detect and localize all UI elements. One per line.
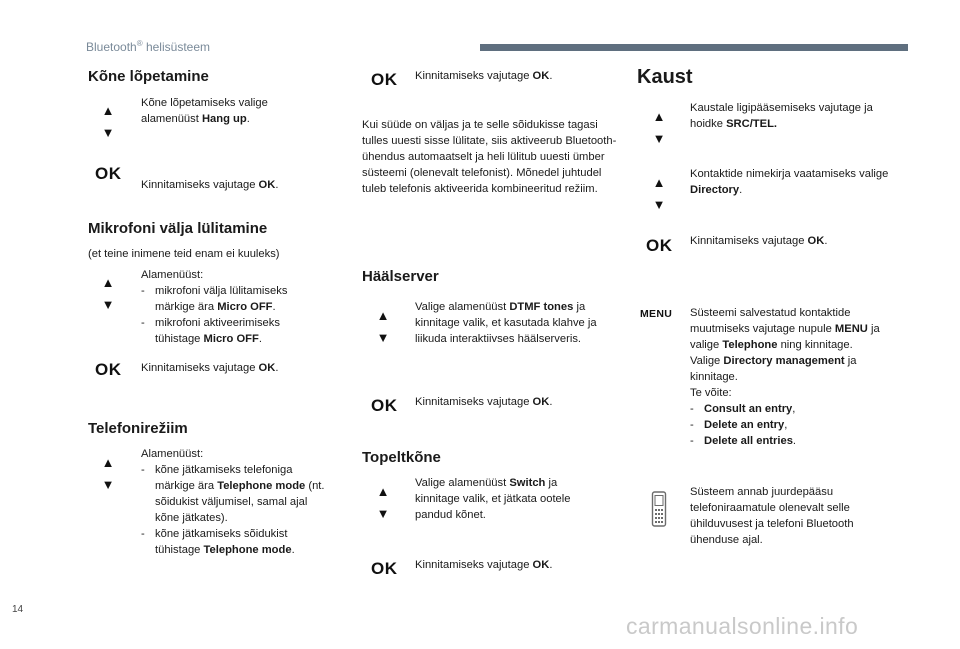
- confirm-text: Kinnitamiseks vajutage OK.: [690, 235, 828, 247]
- down-arrow-icon: ▼: [376, 506, 390, 521]
- page-number: 14: [12, 604, 24, 615]
- compatibility-note: Süsteem annab juurdepääsu telefoniraamatule olenevalt selle ühilduvusest ja telefoni Bluetooth ühenduse ajal.: [690, 486, 854, 546]
- updown-arrows: [100, 104, 116, 139]
- header-bar: [480, 44, 908, 51]
- heading-double-call: Topeltkõne: [362, 449, 441, 466]
- down-arrow-icon: ▼: [376, 330, 390, 345]
- ok-button-icon: OK: [95, 164, 122, 183]
- watermark: carmanualsonline.info: [626, 613, 859, 639]
- phone-mode-options: Alamenüüst: - kõne jätkamiseks telefoniga märkige ära Telephone mode (nt. sõidukist väljumisel, samal ajal kõne jätkates). - kõne jätkamiseks sõidukist tühistage Telephone mode.: [141, 448, 325, 556]
- updown-arrows: [375, 309, 391, 344]
- confirm-text: Kinnitamiseks vajutage OK.: [415, 70, 553, 82]
- up-arrow-icon: ▲: [101, 275, 115, 290]
- switch-text: Valige alamenüüst Switch ja kinnitage valik, et jätkata ootele pandud kõnet.: [415, 477, 571, 521]
- heading-phone-mode: Telefonirežiim: [88, 420, 188, 437]
- down-arrow-icon: ▼: [101, 297, 115, 312]
- heading-mute-mic: Mikrofoni välja lülitamine: [88, 220, 268, 237]
- running-header: Bluetooth® helisüsteem: [86, 39, 210, 54]
- confirm-text: Kinnitamiseks vajutage OK.: [141, 179, 279, 191]
- confirm-text: Kinnitamiseks vajutage OK.: [415, 559, 553, 571]
- heading-directory: Kaust: [637, 66, 693, 88]
- up-arrow-icon: ▲: [101, 103, 115, 118]
- down-arrow-icon: ▼: [101, 125, 115, 140]
- ok-button-icon: OK: [371, 559, 398, 578]
- end-call-text: Kõne lõpetamiseks valige alamenüüst Hang up.: [141, 97, 268, 125]
- up-arrow-icon: ▲: [101, 455, 115, 470]
- up-arrow-icon: ▲: [652, 175, 666, 190]
- mute-options: Alamenüüst: - mikrofoni välja lülitamiseks märkige ära Micro OFF. - mikrofoni aktiveerimiseks tühistage Micro OFF.: [141, 269, 288, 345]
- updown-arrows: [651, 110, 667, 145]
- directory-access-text: Kaustale ligipääsemiseks vajutage ja hoidke SRC/TEL.: [690, 102, 873, 130]
- down-arrow-icon: ▼: [101, 477, 115, 492]
- ok-button-icon: OK: [646, 236, 673, 255]
- updown-arrows: [100, 276, 116, 311]
- updown-arrows: [100, 456, 116, 491]
- ok-button-icon: OK: [371, 70, 398, 89]
- heading-voice-server: Häälserver: [362, 268, 439, 285]
- confirm-text: Kinnitamiseks vajutage OK.: [141, 362, 279, 374]
- auto-reconnect-paragraph: Kui süüde on väljas ja te selle sõidukisse tagasi tulles uuesti sisse lülitate, siis aktiveerub Bluetooth-ühendus automaatselt ja heli lülitub uuesti ümber süsteemi (olenevalt telefonist). Mõnedel juhtudel tuleb telefonis aktiveerida kombineeritud režiim.: [362, 119, 617, 195]
- up-arrow-icon: ▲: [376, 484, 390, 499]
- up-arrow-icon: ▲: [652, 109, 666, 124]
- mute-note: (et teine inimene teid enam ei kuuleks): [88, 248, 280, 260]
- mobile-phone-icon: [650, 491, 668, 527]
- directory-select-text: Kontaktide nimekirja vaatamiseks valige Directory.: [690, 168, 889, 196]
- confirm-text: Kinnitamiseks vajutage OK.: [415, 396, 553, 408]
- menu-button-icon: MENU: [640, 308, 673, 320]
- directory-management-text: Süsteemi salvestatud kontaktide muutmiseks vajutage nupule MENU ja valige Telephone ning kinnitage. Valige Directory management ja kinnitage. Te võite: - Consult an entry, - Delete an entry, - Delete all entries.: [690, 307, 880, 447]
- dtmf-text: Valige alamenüüst DTMF tones ja kinnitage valik, et kasutada klahve ja liikuda interaktiivses häälserveris.: [415, 301, 597, 345]
- up-arrow-icon: ▲: [376, 308, 390, 323]
- updown-arrows: [375, 485, 391, 520]
- updown-arrows: [651, 176, 667, 211]
- heading-end-call: Kõne lõpetamine: [88, 68, 209, 85]
- down-arrow-icon: ▼: [652, 197, 666, 212]
- down-arrow-icon: ▼: [652, 131, 666, 146]
- ok-button-icon: OK: [95, 360, 122, 379]
- ok-button-icon: OK: [371, 396, 398, 415]
